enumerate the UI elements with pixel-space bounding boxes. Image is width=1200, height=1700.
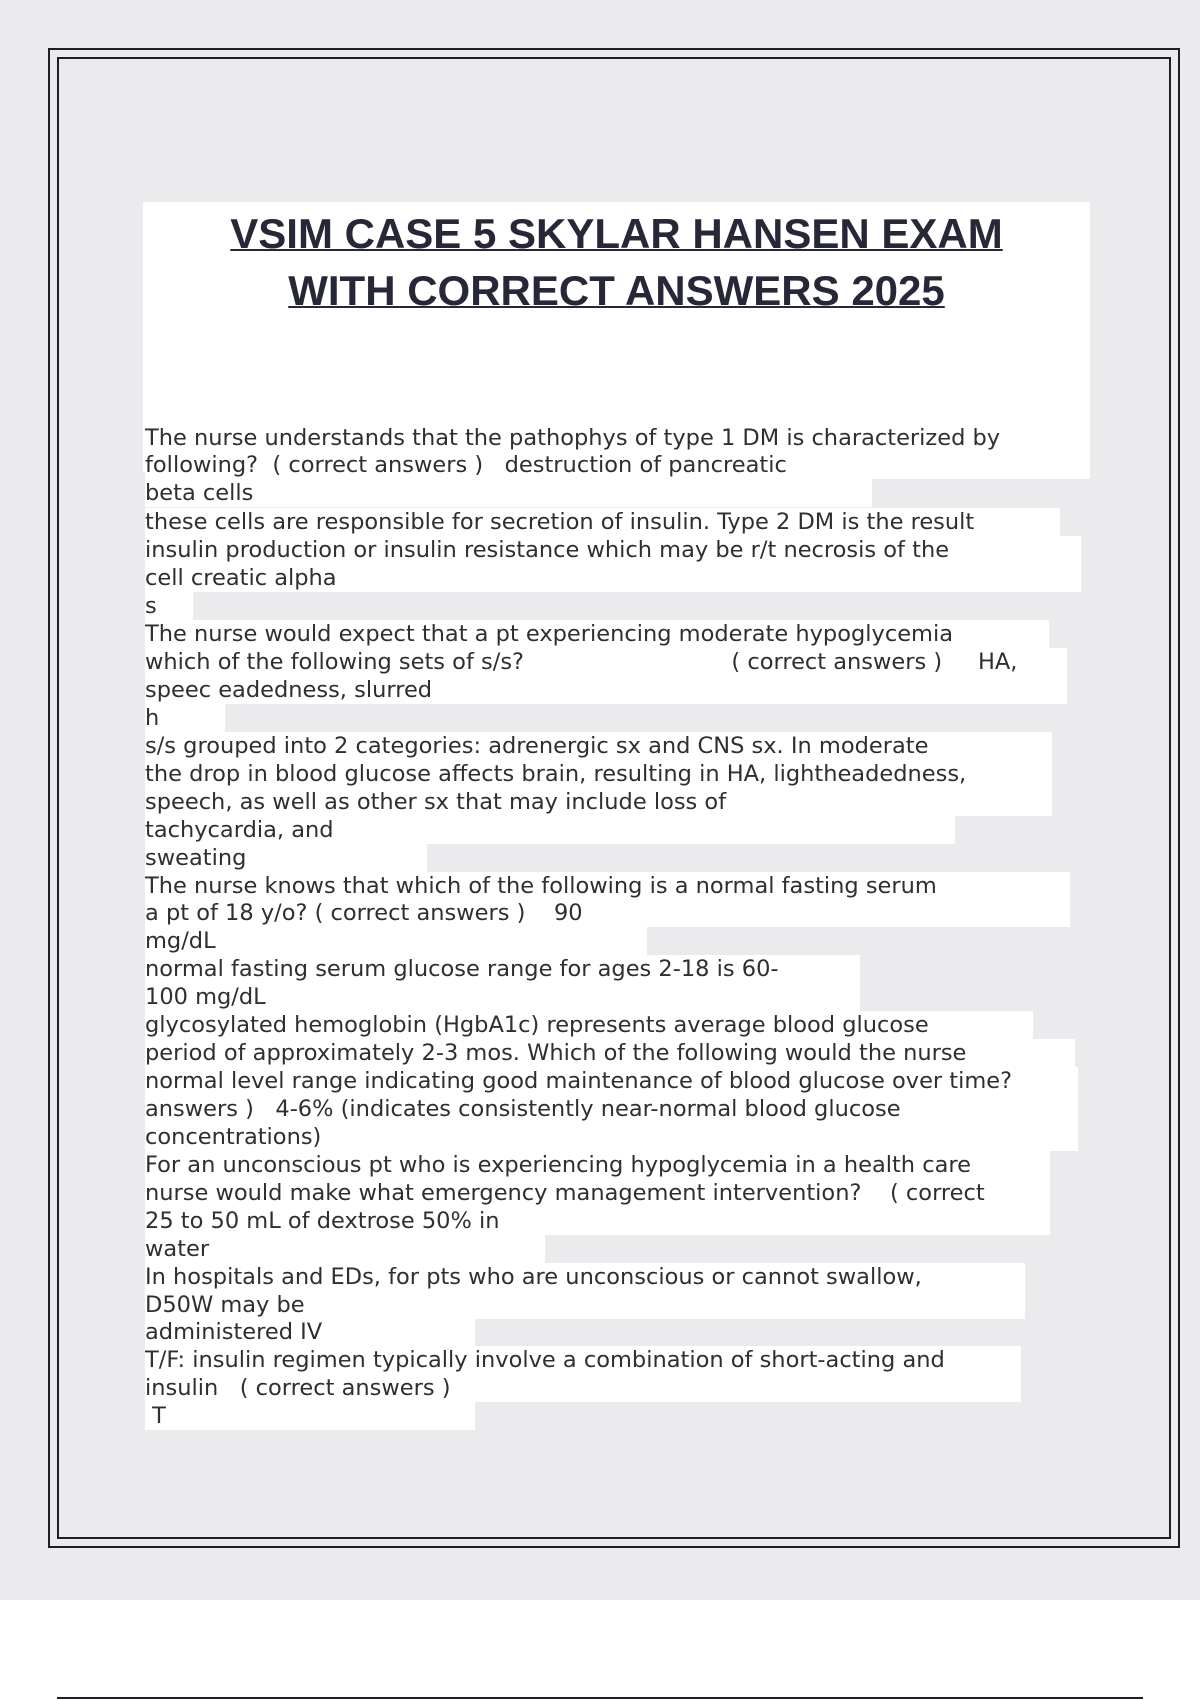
text-line: sweating <box>145 844 427 872</box>
text-line: s/s grouped into 2 categories: adrenergic sx and CNS sx. In moderate <box>145 732 1052 760</box>
text-line: D50W may be <box>145 1291 1025 1319</box>
text-line: The nurse understands that the pathophys of type 1 DM is characterized by <box>145 424 1090 452</box>
text-line: h <box>145 704 225 732</box>
text-line: answers ) 4-6% (indicates consistently near-normal blood glucose <box>145 1095 1078 1123</box>
bottom-divider <box>57 1697 1143 1699</box>
text-line: T/F: insulin regimen typically involve a combination of short-acting and <box>145 1346 1021 1374</box>
text-line: insulin ( correct answers ) <box>145 1374 1021 1402</box>
text-line: mg/dL <box>145 927 647 955</box>
title-line-2: WITH CORRECT ANSWERS 2025 <box>288 267 945 314</box>
text-line: nurse would make what emergency management intervention? ( correct <box>145 1179 1050 1207</box>
text-line: For an unconscious pt who is experiencing hypoglycemia in a health care <box>145 1151 1050 1179</box>
title-line-1: VSIM CASE 5 SKYLAR HANSEN EXAM <box>230 210 1003 257</box>
text-line: beta cells <box>145 479 872 507</box>
text-line: normal fasting serum glucose range for ages 2-18 is 60- <box>145 955 860 983</box>
text-line: following? ( correct answers ) destruction of pancreatic <box>145 451 1090 479</box>
text-line: 25 to 50 mL of dextrose 50% in <box>145 1207 1050 1235</box>
text-line: normal level range indicating good maintenance of blood glucose over time? <box>145 1067 1078 1095</box>
text-line: these cells are responsible for secretion of insulin. Type 2 DM is the result <box>145 508 1060 536</box>
document-title <box>143 205 1090 319</box>
text-line: insulin production or insulin resistance which may be r/t necrosis of the <box>145 536 1081 564</box>
text-line: The nurse knows that which of the following is a normal fasting serum <box>145 872 1070 900</box>
text-line: speec eadedness, slurred <box>145 676 1067 704</box>
text-line: a pt of 18 y/o? ( correct answers ) 90 <box>145 899 1070 927</box>
text-line: The nurse would expect that a pt experiencing moderate hypoglycemia <box>145 620 1049 648</box>
text-line: In hospitals and EDs, for pts who are unconscious or cannot swallow, <box>145 1263 1025 1291</box>
text-line: 100 mg/dL <box>145 983 860 1011</box>
text-line: tachycardia, and <box>145 816 955 844</box>
text-line: speech, as well as other sx that may include loss of <box>145 788 1052 816</box>
text-line: period of approximately 2-3 mos. Which of the following would the nurse <box>145 1039 1075 1067</box>
text-line: water <box>145 1235 545 1263</box>
text-line: the drop in blood glucose affects brain, resulting in HA, lightheadedness, <box>145 760 1052 788</box>
text-line: s <box>145 592 193 620</box>
text-line: concentrations) <box>145 1123 1078 1151</box>
text-line: T <box>145 1402 475 1430</box>
text-line: cell creatic alpha <box>145 564 1081 592</box>
text-line: which of the following sets of s/s? ( correct answers ) HA, <box>145 648 1067 676</box>
text-line: administered IV <box>145 1318 475 1346</box>
text-line: glycosylated hemoglobin (HgbA1c) represents average blood glucose <box>145 1011 1033 1039</box>
